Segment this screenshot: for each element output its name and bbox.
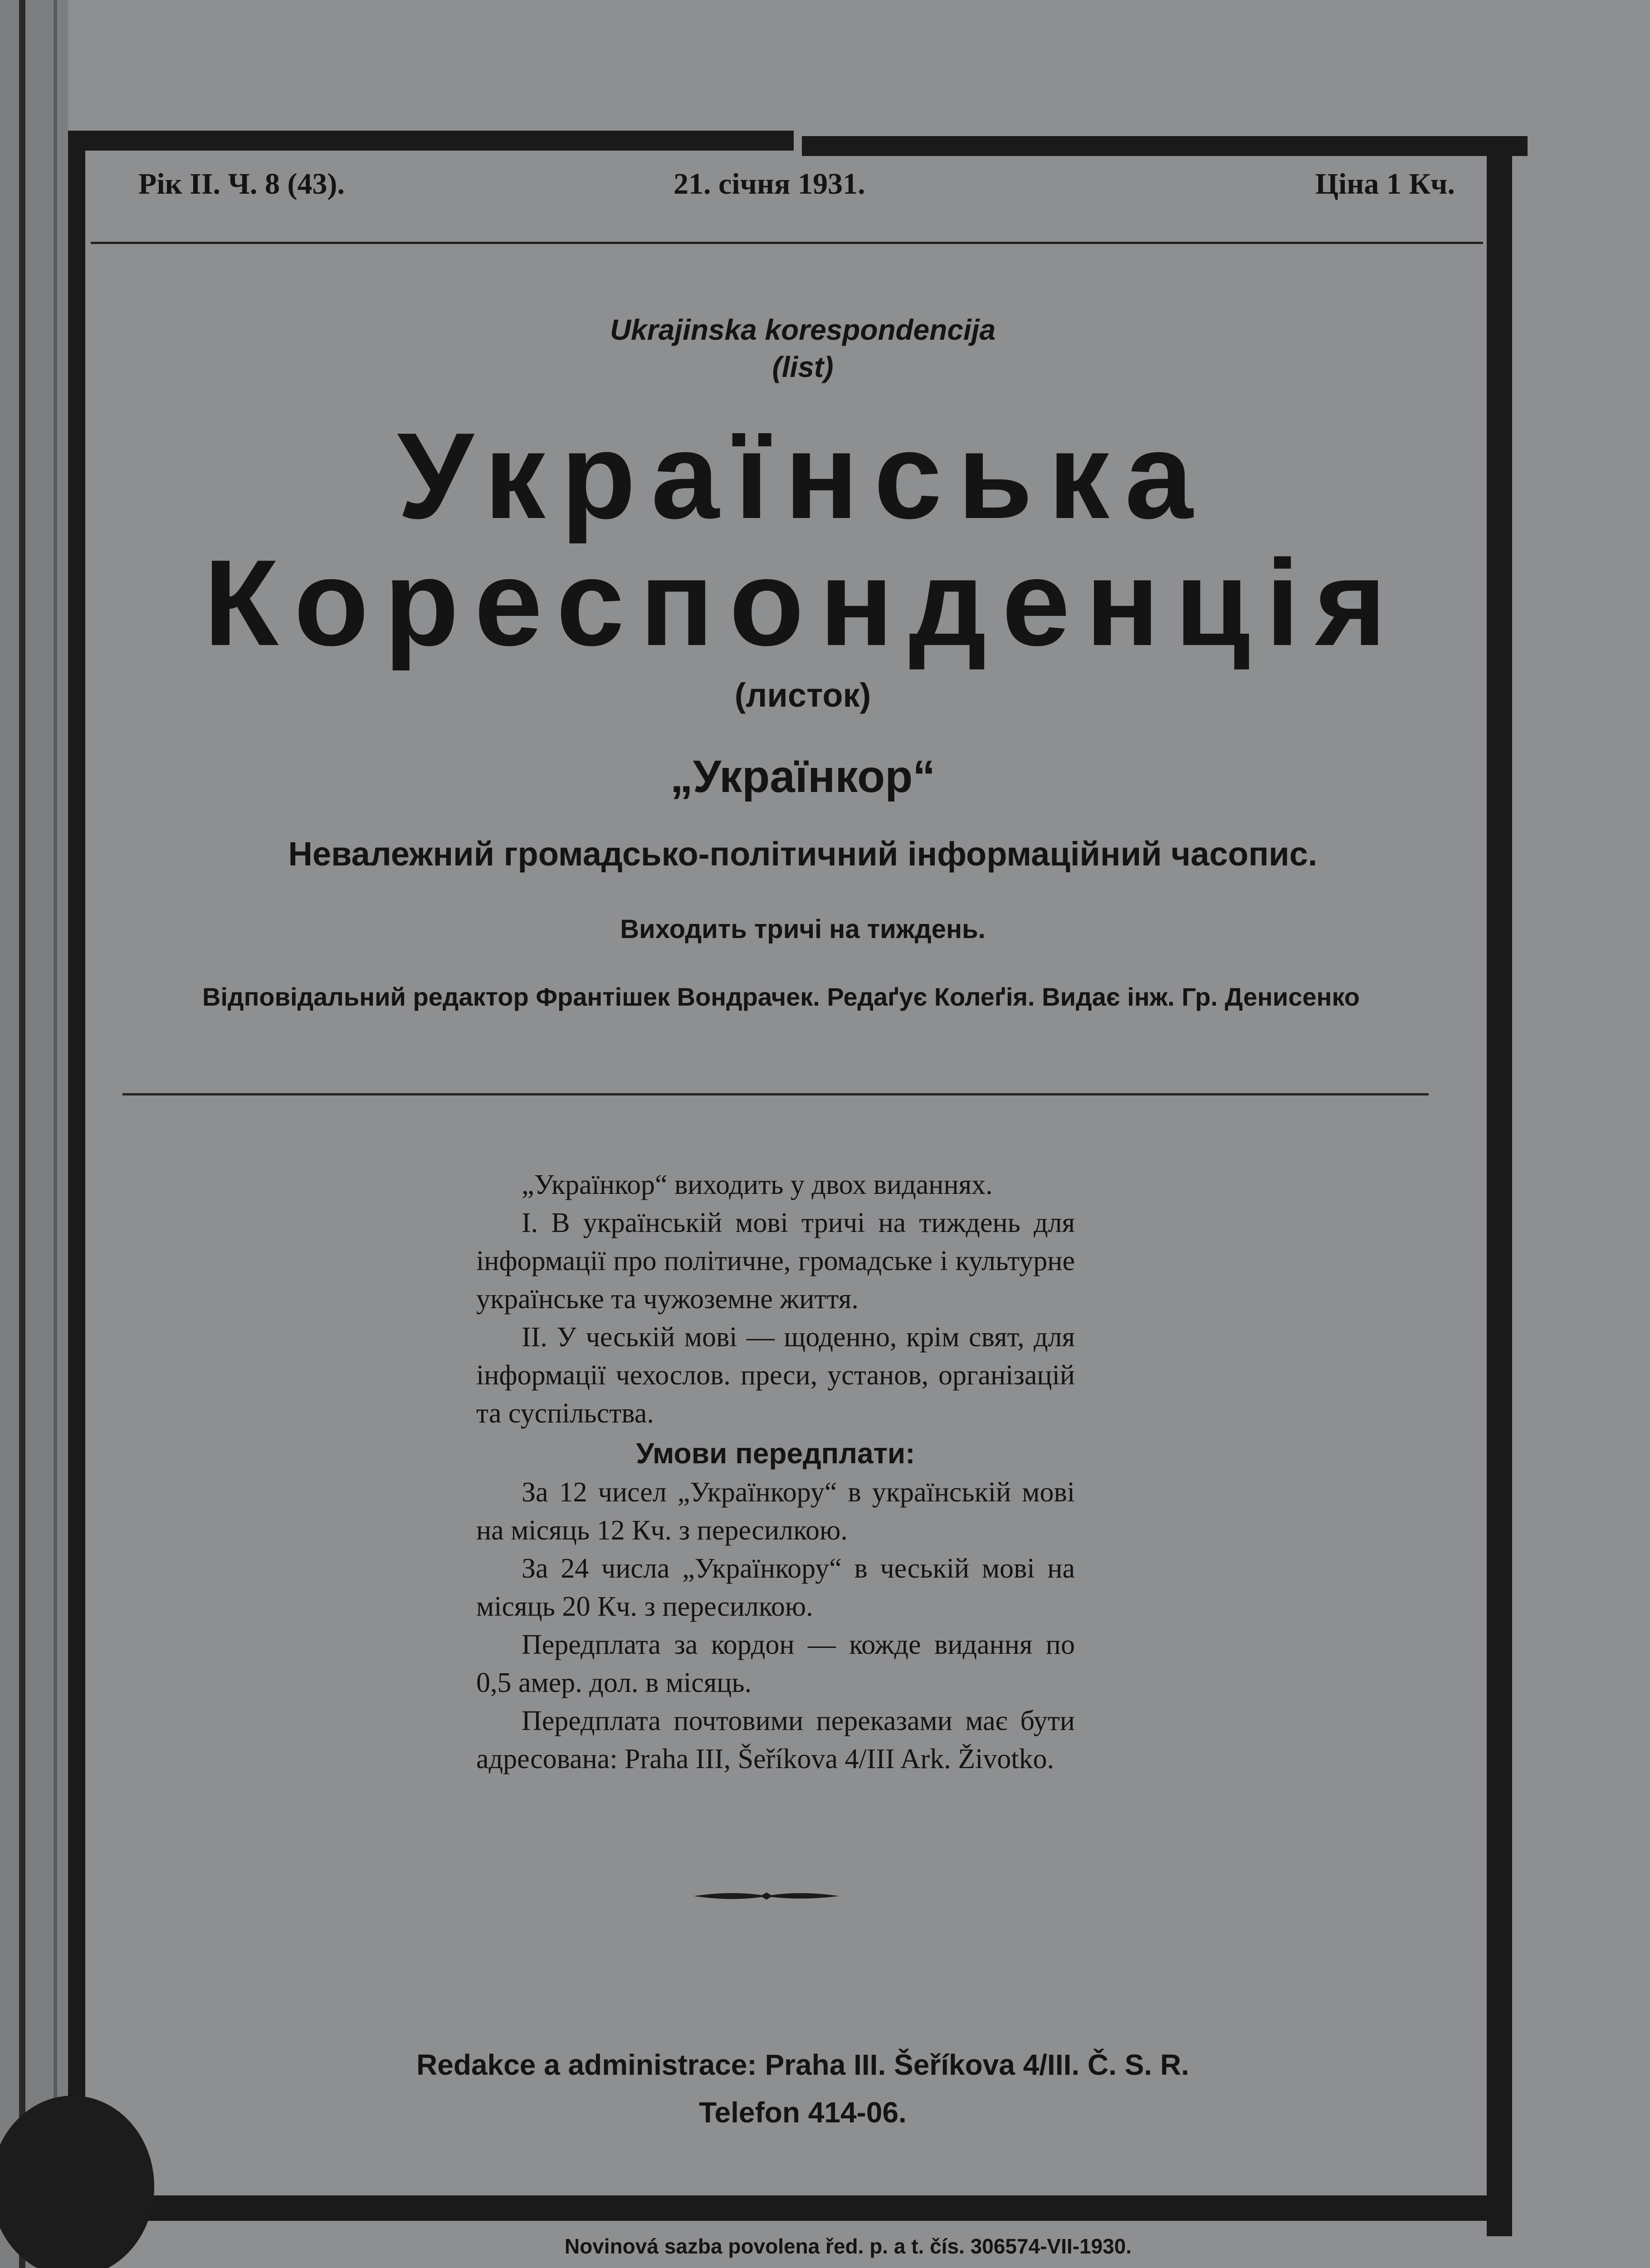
main-title-line2: Кореспонденція — [204, 535, 1402, 671]
subscription-paragraph: За 12 чисел „Українкору“ в українській мові на місяць 12 Кч. з пересилкою. — [476, 1477, 1075, 1546]
frequency: Виходить тричі на тиждень. — [620, 914, 986, 944]
frame-border-bottom — [145, 2195, 1510, 2221]
subscription-heading: Умови передплати: — [636, 1437, 915, 1470]
frame-border-top — [802, 136, 1528, 156]
subscription-paragraph: За 24 числа „Українкору“ в чеській мові на місяць 20 Кч. з пересилкою. — [476, 1553, 1075, 1622]
frame-border-top — [68, 131, 794, 151]
info-paragraph: II. У чеській мові — щоденно, крім свят, для інформації чехослов. преси, установ, організацій та суспільства. — [476, 1322, 1075, 1429]
info-block — [476, 1166, 1075, 1778]
issue-number: Рік II. Ч. 8 (43). — [138, 167, 345, 200]
latin-title-list: (list) — [772, 351, 834, 383]
editors-line: Відповідальний редактор Франтішек Вондрачек. Редаґує Колеґія. Видає інж. Гр. Денисенко — [202, 982, 1360, 1011]
address-line: Redakce a administrace: Praha III. Šeříkova 4/III. Č. S. R. — [416, 2048, 1189, 2081]
subscription-paragraph: Передплата почтовими переказами має бути адресована: Praha III, Šeříkova 4/III Ark. Životko. — [476, 1706, 1075, 1774]
short-name: „Українкор“ — [670, 751, 936, 802]
info-paragraph: „Українкор“ виходить у двох виданнях. — [522, 1169, 993, 1200]
info-paragraph: I. В українській мові тричі на тиждень для інформації про політичне, громадське і культурне українське та чужоземне життя. — [476, 1207, 1075, 1315]
issue-date: 21. січня 1931. — [674, 167, 865, 200]
latin-title: Ukrajinska korespondencija — [610, 313, 996, 346]
subscription-paragraph: Передплата за кордон — кожде видання по 0,5 амер. дол. в місяць. — [476, 1629, 1075, 1698]
header-rule — [91, 242, 1483, 244]
permit-line: Novinová sazba povolena řed. p. a t. čís. 306574-VII-1930. — [564, 2234, 1132, 2258]
issue-price: Ціна 1 Кч. — [1315, 167, 1455, 200]
subtitle: (листок) — [734, 676, 871, 714]
telephone-line: Telefon 414-06. — [699, 2096, 907, 2129]
ornament-divider — [689, 1882, 844, 1910]
section-rule — [122, 1093, 1429, 1095]
main-title-line1: Українська — [397, 408, 1209, 544]
description: Невалежний громадсько-політичний інформаційний часопис. — [288, 835, 1318, 873]
